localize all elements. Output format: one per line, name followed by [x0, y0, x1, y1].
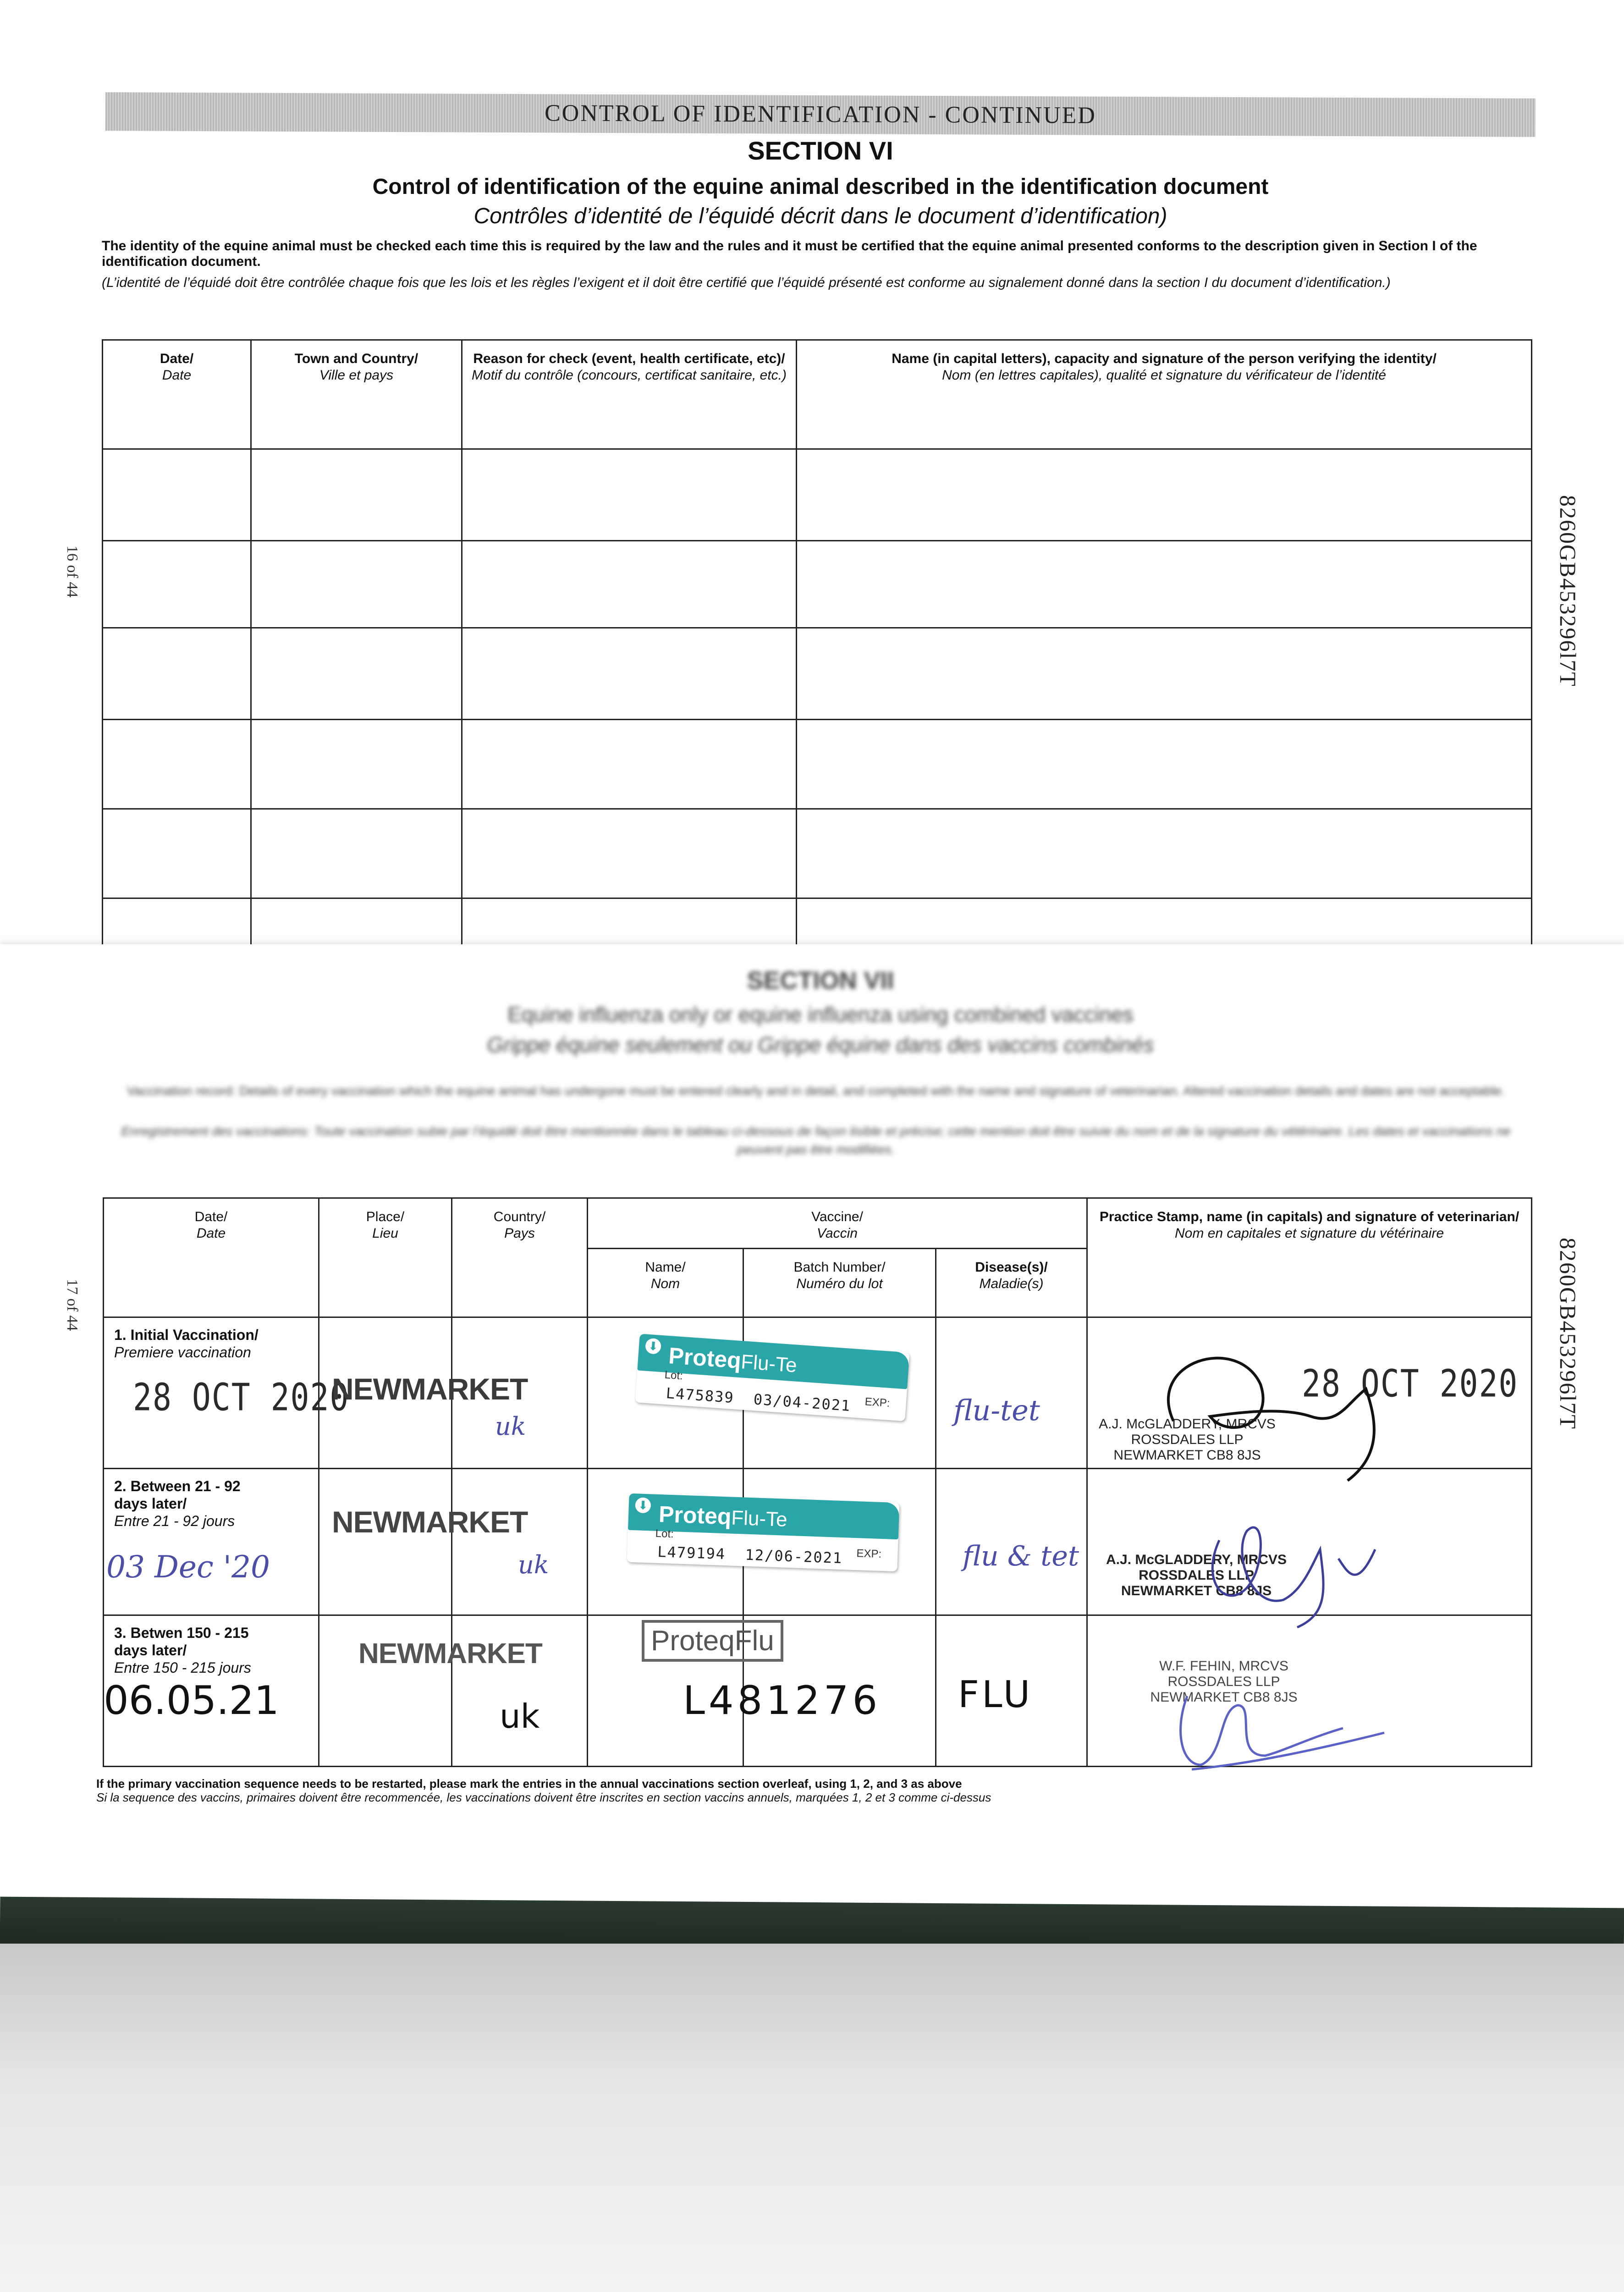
row-label: 3. Betwen 150 - 215 days later/ Entre 150 - 215 jours	[104, 1615, 319, 1767]
col-name-header: Name/ Nom	[588, 1249, 743, 1317]
table-header-row	[103, 340, 1532, 449]
row3-country-handwritten: uk	[500, 1697, 540, 1736]
row2-date-handwritten: 03 Dec '20	[106, 1549, 270, 1585]
security-pattern-left	[0, 0, 55, 958]
row3-batch-handwritten: L481276	[683, 1678, 881, 1724]
vacc-header-row-1	[104, 1198, 1532, 1249]
identity-check-table	[102, 339, 1532, 954]
section-vi-intro-en: The identity of the equine animal must be checked each time this is required by the law and the rules and it must be certified that the equine animal presented conforms to the description given in Section I of the identification document.	[102, 238, 1477, 269]
row3-vet-signature	[1146, 1678, 1403, 1783]
row1-country-handwritten: uk	[495, 1412, 526, 1441]
col-town-header: Town and Country/ Ville et pays	[251, 340, 462, 449]
row1-place-stamp: NEWMARKET	[332, 1372, 528, 1406]
page-number-lower: 17 of 44	[64, 1279, 81, 1331]
section-vii-intro-fr: Enregistrement des vaccinations: Toute vaccination subie par l’équidé doit être mentionnée dans le tableau ci-dessous de façon lisible et précise; cette mention doit être suivie du nom et de la signature du vétérinaire. Les dates et vaccinations ne peuvent pas être modifiées.	[121, 1124, 1511, 1157]
footnote-en: If the primary vaccination sequence needs to be restarted, please mark the entries in the annual vaccinations section overleaf, using 1, 2, and 3 as above	[96, 1777, 962, 1791]
row3-date-handwritten: 06.05.21	[104, 1678, 279, 1724]
upper-sheet	[0, 0, 1624, 958]
footnote-fr: Si la sequence des vaccins, primaires doivent être recommencée, les vaccinations doivent être inscrites en section vaccins annuels, marquées 1, 2 et 3 comme ci-dessus	[96, 1791, 991, 1804]
section-vi-subtitle-fr: Contrôles d’identité de l’équidé décrit dans le document d’identification)	[473, 204, 1167, 228]
table-row	[103, 449, 1532, 541]
row3-vet-stamp: W.F. FEHIN, MRCVS ROSSDALES LLP NEWMARKET CB8 8JS	[1150, 1658, 1298, 1705]
col-practice-header: Practice Stamp, name (in capitals) and signature of veterinarian/ Nom en capitales et signature du vétérinaire	[1087, 1198, 1532, 1317]
col-disease-header: Disease(s)/ Maladie(s)	[936, 1249, 1087, 1317]
row-label: 2. Between 21 - 92 days later/ Entre 21 - 92 jours	[104, 1469, 319, 1615]
section-vi-title: SECTION VI	[748, 136, 893, 165]
row1-date-stamp: 28 OCT 2020	[133, 1376, 350, 1420]
section-vi-subtitle-en: Control of identification of the equine animal described in the identification document	[372, 175, 1269, 199]
col-verifier-header: Name (in capital letters), capacity and signature of the person verifying the identity/ Nom (en lettres capitales), qualité et signature du vérificateur de l’identité	[797, 340, 1532, 449]
row2-country-handwritten: uk	[518, 1550, 549, 1579]
section-vii-subtitle-fr: Grippe équine seulement ou Grippe équine dans des vaccins combinés	[487, 1033, 1154, 1057]
section-vi-intro-fr: (L’identité de l’équidé doit être contrôlée chaque fois que les lois et les règles l’exigent et il doit être certifié que l’équidé présenté est conforme au signalement donné dans la section I du document d’identification.)	[102, 275, 1391, 290]
row1-vet-stamp: A.J. McGLADDERY, MRCVS ROSSDALES LLP NEWMARKET CB8 8JS	[1099, 1416, 1276, 1463]
scanner-background	[0, 1944, 1624, 2292]
col-date-header: Date/ Date	[104, 1198, 319, 1317]
passport-number-upper: 8260GB453296l7T	[1555, 495, 1581, 687]
col-place-header: Place/ Lieu	[319, 1198, 452, 1317]
sticker-lot-exp: L479194 12/06-2021	[657, 1543, 843, 1567]
row1-vet-date-stamp: 28 OCT 2020	[1302, 1362, 1519, 1406]
section-vii-title: SECTION VII	[747, 967, 894, 994]
passport-number-lower: 8260GB453296l7T	[1555, 1238, 1581, 1430]
row3-vaccine-name-stamp: ProteqFlu	[642, 1620, 783, 1662]
row2-disease-handwritten: flu & tet	[963, 1540, 1079, 1572]
table-row	[103, 628, 1532, 720]
page-number-upper: 16 of 44	[64, 545, 81, 598]
table-row	[103, 809, 1532, 898]
row3-disease-handwritten: FLU	[958, 1673, 1033, 1716]
banner-text: CONTROL OF IDENTIFICATION - CONTINUED	[544, 100, 1097, 129]
table-row	[103, 720, 1532, 809]
section-vii-subtitle-en: Equine influenza only or equine influenza using combined vaccines	[507, 1003, 1134, 1026]
sticker-lot-exp: L475839 03/04-2021	[665, 1384, 852, 1415]
section-banner	[105, 92, 1536, 137]
row1-disease-handwritten: flu-tet	[953, 1394, 1040, 1427]
col-reason-header: Reason for check (event, health certificate, etc)/ Motif du contrôle (concours, certificat sanitaire, etc.)	[462, 340, 797, 449]
sticker-arrow-icon: ⬇	[635, 1497, 651, 1513]
row1-vet-signature	[1091, 1334, 1439, 1490]
col-country-header: Country/ Pays	[452, 1198, 588, 1317]
row2-vaccine-sticker: ⬇ ProteqFlu-Te Lot: EXP: L479194 12/06-2021	[627, 1493, 900, 1571]
section-vii-intro-en: Vaccination record: Details of every vaccination which the equine animal has undergone must be entered clearly and in detail, and completed with the name and signature of veterinarian. Altered vaccination details and dates are not acceptable.	[127, 1084, 1505, 1098]
col-batch-header: Batch Number/ Numéro du lot	[743, 1249, 936, 1317]
table-row	[103, 541, 1532, 628]
row-label: 1. Initial Vaccination/ Premiere vaccination	[104, 1317, 319, 1469]
col-date-header: Date/ Date	[103, 340, 251, 449]
row2-vet-stamp: A.J. McGLADDERY, MRCVS ROSSDALES LLP NEWMARKET CB8 8JS	[1106, 1552, 1287, 1598]
row2-vet-signature	[1146, 1499, 1403, 1632]
row2-place-stamp: NEWMARKET	[332, 1505, 528, 1539]
sticker-arrow-icon: ⬇	[645, 1338, 661, 1355]
row3-place-stamp: NEWMARKET	[358, 1638, 542, 1669]
col-vaccine-header: Vaccine/ Vaccin	[588, 1198, 1087, 1249]
row1-vaccine-sticker: ⬇ ProteqFlu-Te Lot: EXP: L475839 03/04-2021	[635, 1334, 909, 1421]
